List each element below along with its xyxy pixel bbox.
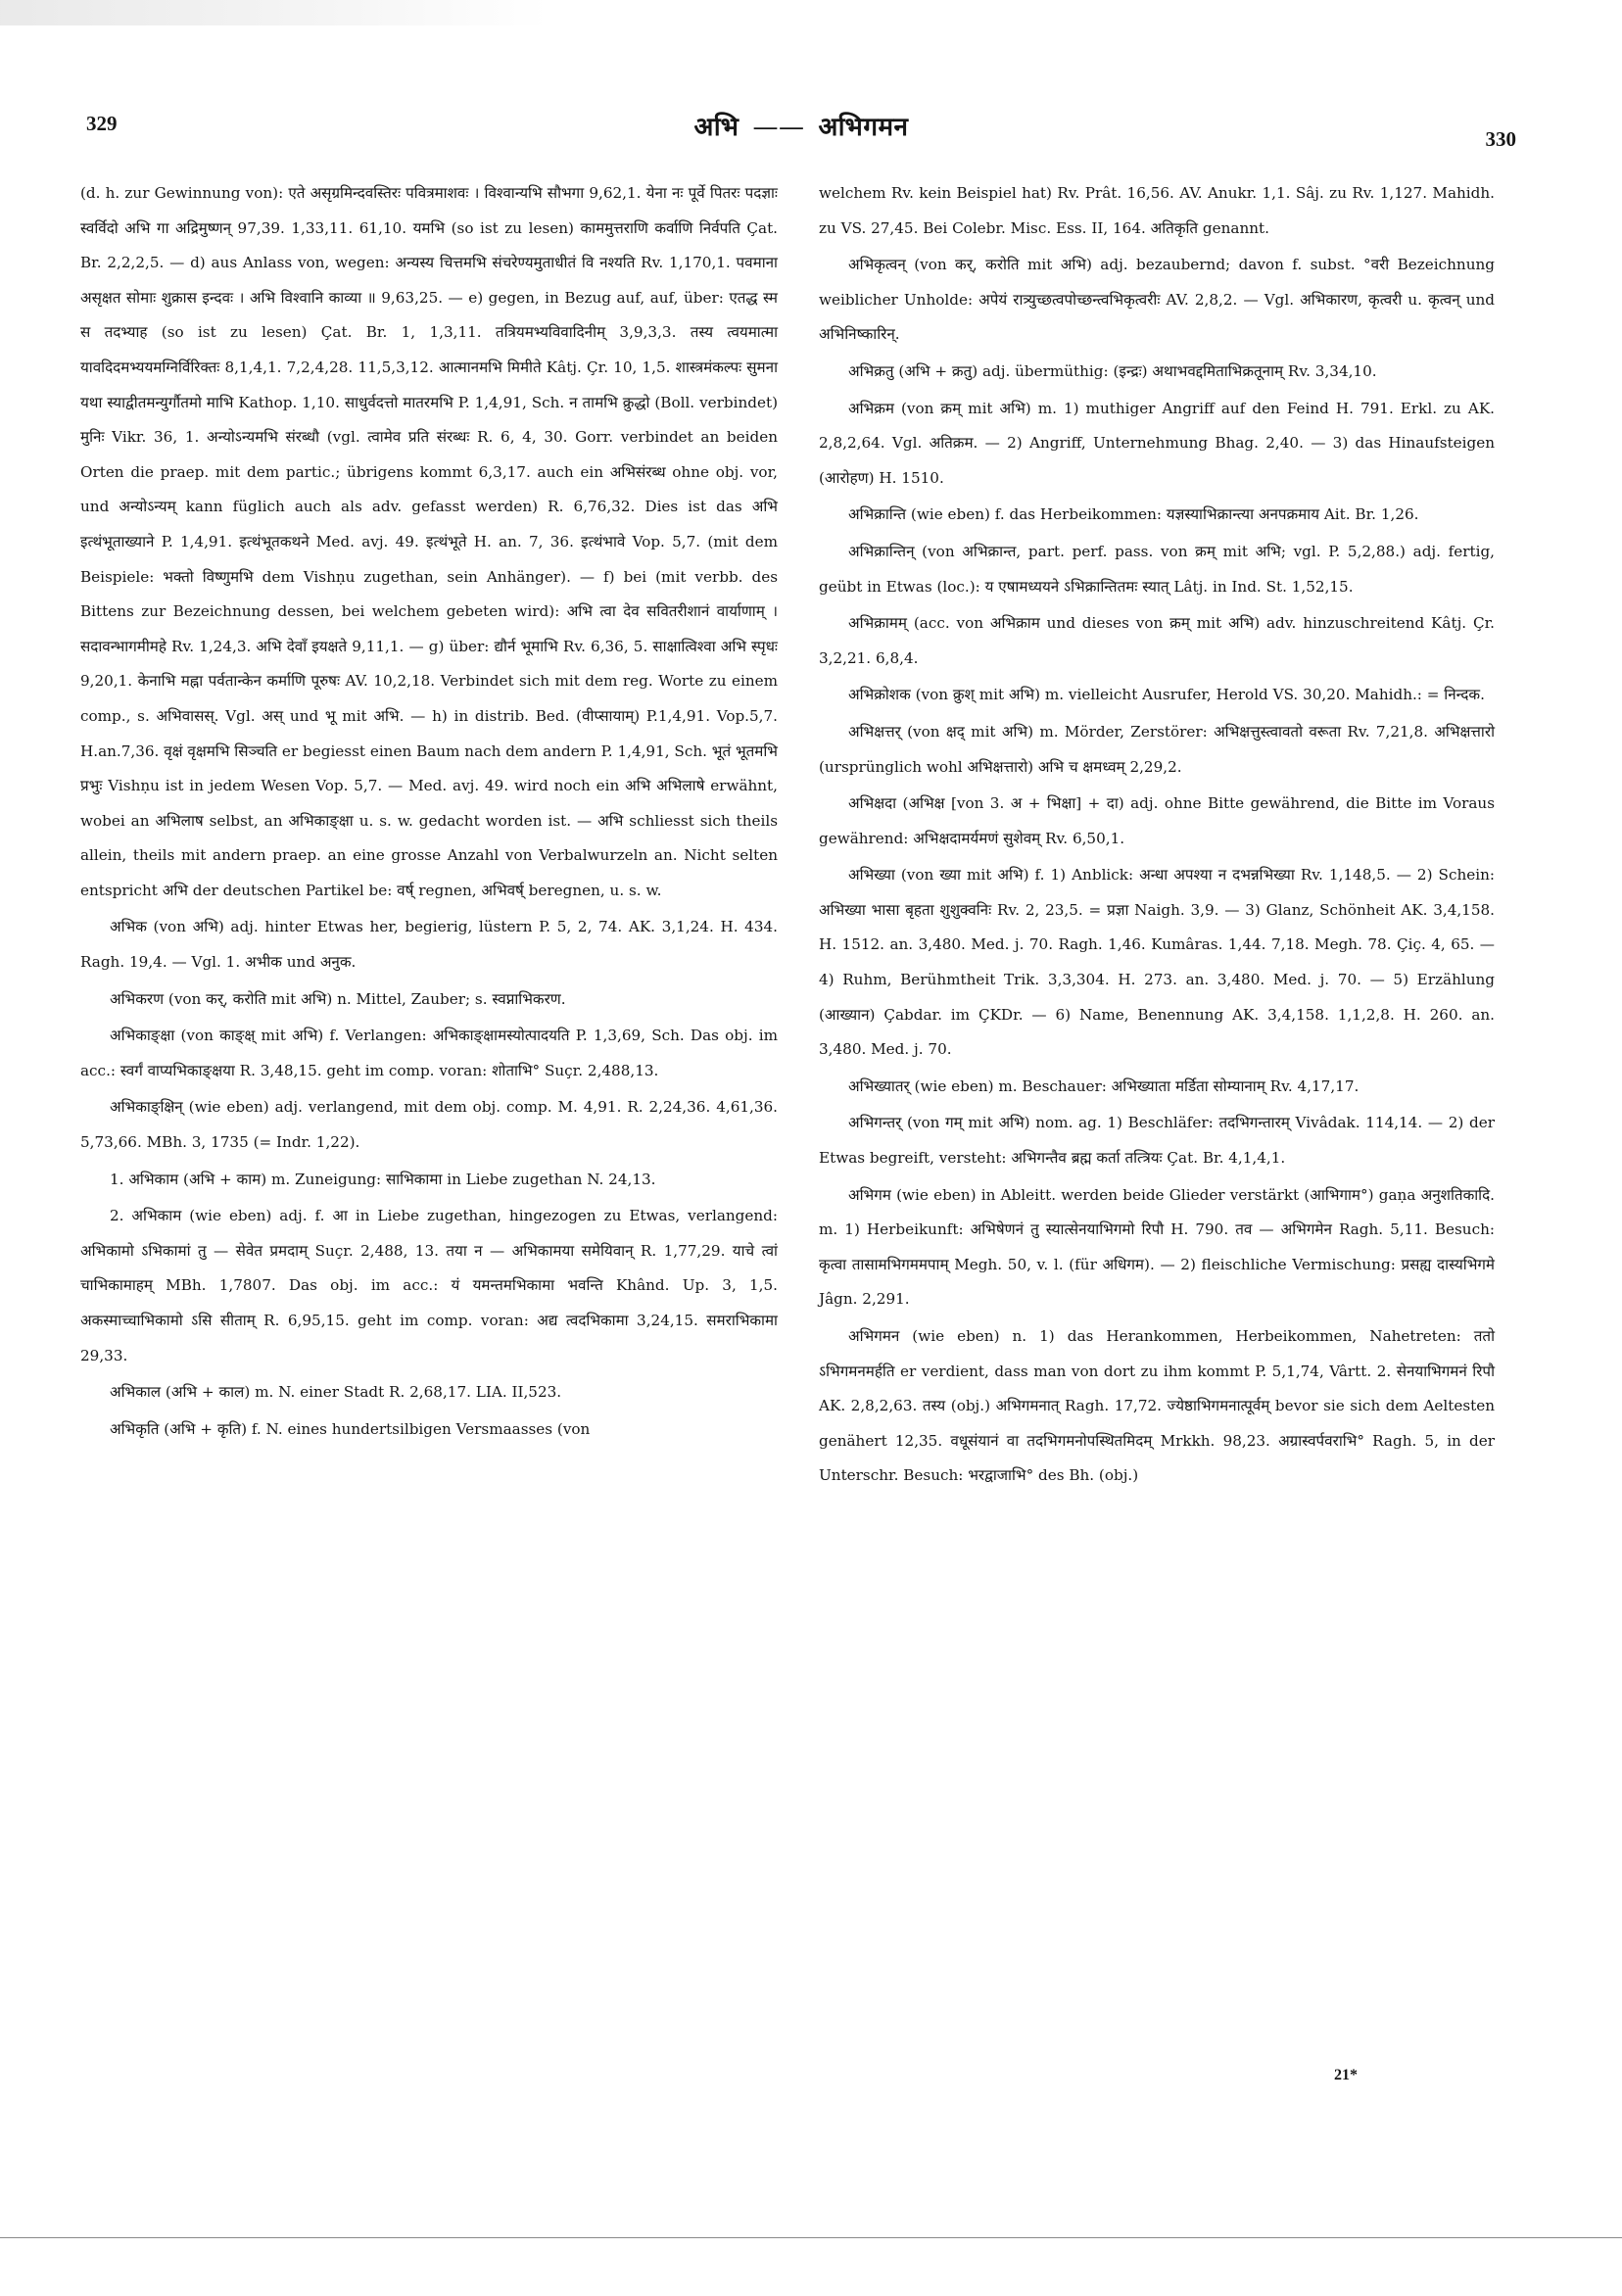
headwords <box>86 108 1516 143</box>
headword-left: अभि <box>693 113 739 142</box>
entry-abhigama: अभिगम (wie eben) in Ableitt. werden beide Glieder verstärkt (आभिगाम°) gaṇa अनुशतिकादि. m. 1) Herbeikunft: अभिषेणनं तु स्यात्सेनयाभिगमो रिपौ H. 790. तव — अभिगमेन Ragh. 5,11. Besuch: कृत्वा तासामभिगममपाम् Megh. 50, v. l. (für अधिगम). — 2) fleischliche Vermischung: प्रसह्य दास्यभिगमे Jâgn. 2,291. <box>819 1185 1495 1309</box>
entry-abhika: अभिक (von अभि) adj. hinter Etwas her, begierig, lüstern P. 5, 2, 74. AK. 3,1,24. H. 434. Ragh. 19,4. — Vgl. 1. अभीक und अनुक. <box>80 918 778 972</box>
entry-abhikriti-continued: welchem Rv. kein Beispiel hat) Rv. Prât. 16,56. AV. Anukr. 1,1. Sâj. zu Rv. 1,127. Mahidh. zu VS. 27,45. Bei Colebr. Misc. Ess. II, 164. अतिकृति genannt. <box>819 184 1495 237</box>
page-number-right: 330 <box>1485 127 1516 151</box>
page-number-left: 329 <box>86 112 118 135</box>
headword-right: अभिगमन <box>818 113 909 142</box>
entry-abhikanksha: अभिकाङ्क्षा (von काङ्क्ष् mit अभि) f. Verlangen: अभिकाङ्क्षामस्योत्पादयति P. 1,3,69, Sch. Das obj. im acc.: स्वर्गं वाप्यभिकाङ्क्षया R. 3,48,15. geht im comp. voran: शोताभि° Suçr. 2,488,13. <box>80 1027 778 1079</box>
right-column <box>819 176 1495 1496</box>
scan-edge-artifact <box>0 0 549 25</box>
entry-abhikama-2: 2. अभिकाम (wie eben) adj. f. आ in Liebe zugethan, hingezogen zu Etwas, verlangend: अभिकामो ऽभिकामां तु — सेवेत प्रमदाम् Suçr. 2,488, 13. तया न — अभिकामया समेयिवान् R. 1,77,29. याचे त्वां चाभिकामाहम् MBh. 1,7807. Das obj. im acc.: यं यमन्तमभिकामा भवन्ति Khând. Up. 3, 1,5. अकस्माच्चाभिकामो ऽसि सीताम् R. 6,95,15. geht im comp. voran: अद्य त्वदभिकामा 3,24,15. समराभिकामा 29,33. <box>80 1207 778 1364</box>
entry-abhigamana: अभिगमन (wie eben) n. 1) das Herankommen, Herbeikommen, Nahetreten: ततो ऽभिगमनमर्हति er verdient, dass man von dort zu ihm kommt P. 5,1,74, Vârtt. 2. सेनयाभिगमनं रिपौ AK. 2,8,2,63. तस्य (obj.) अभिगमनात् Ragh. 17,72. ज्येष्ठाभिगमनात्पूर्वम् bevor sie sich dem Aeltesten genähert 12,35. वधूसंयानं वा तदभिगमनोपस्थितमिदम् Mrkkh. 98,23. अग्रास्वर्पवराभि° Ragh. 5, in der Unterschr. Besuch: भरद्वाजाभि° des Bh. (obj.) <box>819 1327 1495 1485</box>
entry-abhikrama: अभिक्रम (von क्रम् mit अभि) m. 1) muthiger Angriff auf den Feind H. 791. Erkl. zu AK. 2,8,2,64. Vgl. अतिक्रम. — 2) Angriff, Unternehmung Bhag. 2,40. — 3) das Hinaufsteigen (आरोहण) H. 1510. <box>819 399 1495 487</box>
entry-abhikshattar: अभिक्षत्तर् (von क्षद् mit अभि) m. Mörder, Zerstörer: अभिक्षत्तुस्त्वावतो वरूता Rv. 7,21,8. अभिक्षत्तारो (ursprünglich wohl अभिक्षत्तारो) अभि च क्षमध्वम् 2,29,2. <box>819 722 1495 776</box>
entry-abhikshada: अभिक्षदा (अभिक्ष [von 3. अ + भिक्षा] + दा) adj. ohne Bitte gewährend, die Bitte im Voraus gewährend: अभिक्षदामर्यमणं सुशेवम् Rv. 6,50,1. <box>819 794 1495 847</box>
entry-abhikankshin: अभिकाङ्क्षिन् (wie eben) adj. verlangend, mit dem obj. comp. M. 4,91. R. 2,24,36. 4,61,36. 5,73,66. MBh. 3, 1735 (= Indr. 1,22). <box>80 1098 778 1152</box>
entry-abhikranti: अभिक्रान्ति (wie eben) f. das Herbeikommen: यज्ञस्याभिक्रान्त्या अनपक्रमाय Ait. Br. 1,26. <box>848 505 1419 524</box>
running-head <box>86 102 1516 157</box>
entry-abhikama-1: 1. अभिकाम (अभि + काम) m. Zuneigung: साभिकामा in Liebe zugethan N. 24,13. <box>110 1170 656 1188</box>
entry-abhikratu: अभिक्रतु (अभि + क्रतु) adj. übermüthig: (इन्द्रः) अथाभवद्दमिताभिक्रतूनाम् Rv. 3,34,10. <box>848 361 1377 380</box>
entry-abhikramam: अभिक्रामम् (acc. von अभिक्राम und dieses von क्रम् mit अभि) adv. hinzuschreitend Kâtj. Çr. 3,2,21. 6,8,4. <box>819 614 1495 667</box>
entry-abhikroshaka: अभिक्रोशक (von क्रुश् mit अभि) m. vielleicht Ausrufer, Herold VS. 30,20. Mahidh.: = निन्दक. <box>848 686 1485 704</box>
entry-abhikritvan: अभिकृत्वन् (von कर्, करोति mit अभि) adj. bezaubernd; davon f. subst. °वरी Bezeichnung weiblicher Unholde: अपेयं रात्र्युच्छत्वपोच्छन्त्वभिकृत्वरीः AV. 2,8,2. — Vgl. अभिकारण, कृत्वरी u. कृत्वन् und अभिनिष्कारिन्. <box>819 256 1495 344</box>
entry-abhigantar: अभिगन्तर् (von गम् mit अभि) nom. ag. 1) Beschläfer: तदभिगन्तारम् Vivâdak. 114,14. — 2) der Etwas begreift, versteht: अभिगन्तैव ब्रह्म कर्ता तत्त्रियः Çat. Br. 4,1,4,1. <box>819 1114 1495 1168</box>
entry-abhikala: अभिकाल (अभि + काल) m. N. einer Stadt R. 2,68,17. LIA. II,523. <box>110 1383 562 1402</box>
left-column <box>80 176 778 1449</box>
entry-abhikhya: अभिख्या (von ख्या mit अभि) f. 1) Anblick: अन्धा अपश्या न दभन्नभिख्या Rv. 1,148,5. — 2) Schein: अभिख्या भासा बृहता शुशुक्वनिः Rv. 2, 23,5. = प्रज्ञा Naigh. 3,9. — 3) Glanz, Schönheit AK. 3,4,158. H. 1512. an. 3,480. Med. j. 70. Ragh. 1,46. Kumâras. 1,44. 7,18. Megh. 78. Çiç. 4, 65. — 4) Ruhm, Berühmtheit Trik. 3,3,304. H. 273. an. 3,480. Med. j. 70. — 5) Erzählung (आख्यान) Çabdar. im ÇKDr. — 6) Name, Benennung AK. 3,4,158. 1,1,2,8. H. 260. an. 3,480. Med. j. 70. <box>819 866 1495 1059</box>
entry-abhikhyatar: अभिख्यातर् (wie eben) m. Beschauer: अभिख्याता मर्डिता सोम्यानाम् Rv. 4,17,17. <box>848 1076 1360 1095</box>
bottom-rule <box>0 2237 1622 2238</box>
entry-abhi-continued: (d. h. zur Gewinnung von): एते असृग्रमिन्दवस्तिरः पवित्रमाशवः । विश्वान्यभि सौभगा 9,62,1. येना नः पूर्वे पितरः पदज्ञाः स्वर्विदो अभि गा अद्रिमुष्णन् 97,39. 1,33,11. 61,10. यमभि (so ist zu lesen) काममुत्तराणि कर्वाणि निर्वपति Çat. Br. 2,2,2,5. — d) aus Anlass von, wegen: अन्यस्य चित्तमभि संचरेण्यमुताधीतं वि नश्यति Rv. 1,170,1. पवमाना असृक्षत सोमाः शुक्रास इन्दवः । अभि विश्वानि काव्या ॥ 9,63,25. — e) gegen, in Bezug auf, auf, über: एतद्ध स्म स तदभ्याह (so ist zu lesen) Çat. Br. 1, 1,3,11. तत्रियमभ्यविवादिनीम् 3,9,3,3. तस्य त्वयमात्मा यावदिदमभ्ययमग्निर्विरिक्तः 8,1,4,1. 7,2,4,28. 11,5,3,12. आत्मानमभि मिमीते Kâtj. Çr. 10, 1,5. शास्त्रमंकल्पः सुमना यथा स्याद्वीतमन्युर्गौतमो माभि Kathop. 1,10. साधुर्वदत्तो मातरमभि P. 1,4,91, Sch. न तामभि क्रुद्धो (Boll. verbindet) मुनिः Vikr. 36, 1. अन्योऽन्यमभि संरब्धौ (vgl. त्वामेव प्रति संरब्धः R. 6, 4, 30. Gorr. verbindet an beiden Orten die praep. mit dem partic.; übrigens kommt 6,3,17. auch ein अभिसंरब्ध ohne obj. vor, und अन्योऽन्यम् kann füglich auch als adv. gefasst werden) R. 6,76,32. Dies ist das अभि इत्थंभूताख्याने P. 1,4,91. इत्थंभूतकथने Med. avj. 49. इत्थंभूते H. an. 7, 36. इत्थंभावे Vop. 5,7. (mit dem Beispiele: भक्तो विष्णुमभि dem Vishṇu zugethan, sein Anhänger). — f) bei (mit verbb. des Bittens zur Bezeichnung dessen, bei welchem gebeten wird): अभि त्वा देव सवितरीशानं वार्याणाम् । सदावन्भागमीमहे Rv. 1,24,3. अभि देवाँ इयक्षते 9,11,1. — g) über: द्यौर्न भूमाभि Rv. 6,36, 5. साक्षात्विश्वा अभि स्पृधः 9,20,1. केनाभि मह्ना पर्वतान्केन कर्माणि पूरुषः AV. 10,2,18. Verbindet sich mit dem reg. Worte zu einem comp., s. अभिवासस्. Vgl. अस् und भू mit अभि. — h) in distrib. Bed. (वीप्सायाम्) P.1,4,91. Vop.5,7. H.an.7,36. वृक्षं वृक्षमभि सिञ्चति er begiesst einen Baum nach dem andern P. 1,4,91, Sch. भूतं भूतमभि प्रभुः Vishṇu ist in jedem Wesen Vop. 5,7. — Med. avj. 49. wird noch ein अभि अभिलाषे erwähnt, wobei an अभिलाष selbst, an अभिकाङ्क्षा u. s. w. gedacht worden ist. — अभि schliesst sich theils allein, theils mit andern praep. an eine grosse Anzahl von Verbalwurzeln an. Nicht selten entspricht अभि der deutschen Partikel be: वर्ष् regnen, अभिवर्ष् beregnen, u. s. w. <box>80 184 778 899</box>
entry-abhikrantin: अभिक्रान्तिन् (von अभिक्रान्त, part. perf. pass. von क्रम् mit अभि; vgl. P. 5,2,88.) adj. fertig, geübt in Etwas (loc.): य एषामध्ययने ऽभिक्रान्तितमः स्यात् Lâtj. in Ind. St. 1,52,15. <box>819 542 1495 596</box>
headword-dash: —— <box>752 113 805 142</box>
entry-abhikriti: अभिकृति (अभि + कृति) f. N. eines hundertsilbigen Versmaasses (von <box>110 1419 591 1438</box>
entry-abhikarana: अभिकरण (von कर्, करोति mit अभि) n. Mittel, Zauber; s. स्वप्नाभिकरण. <box>110 989 566 1008</box>
signature-mark: 21* <box>1334 2067 1358 2083</box>
